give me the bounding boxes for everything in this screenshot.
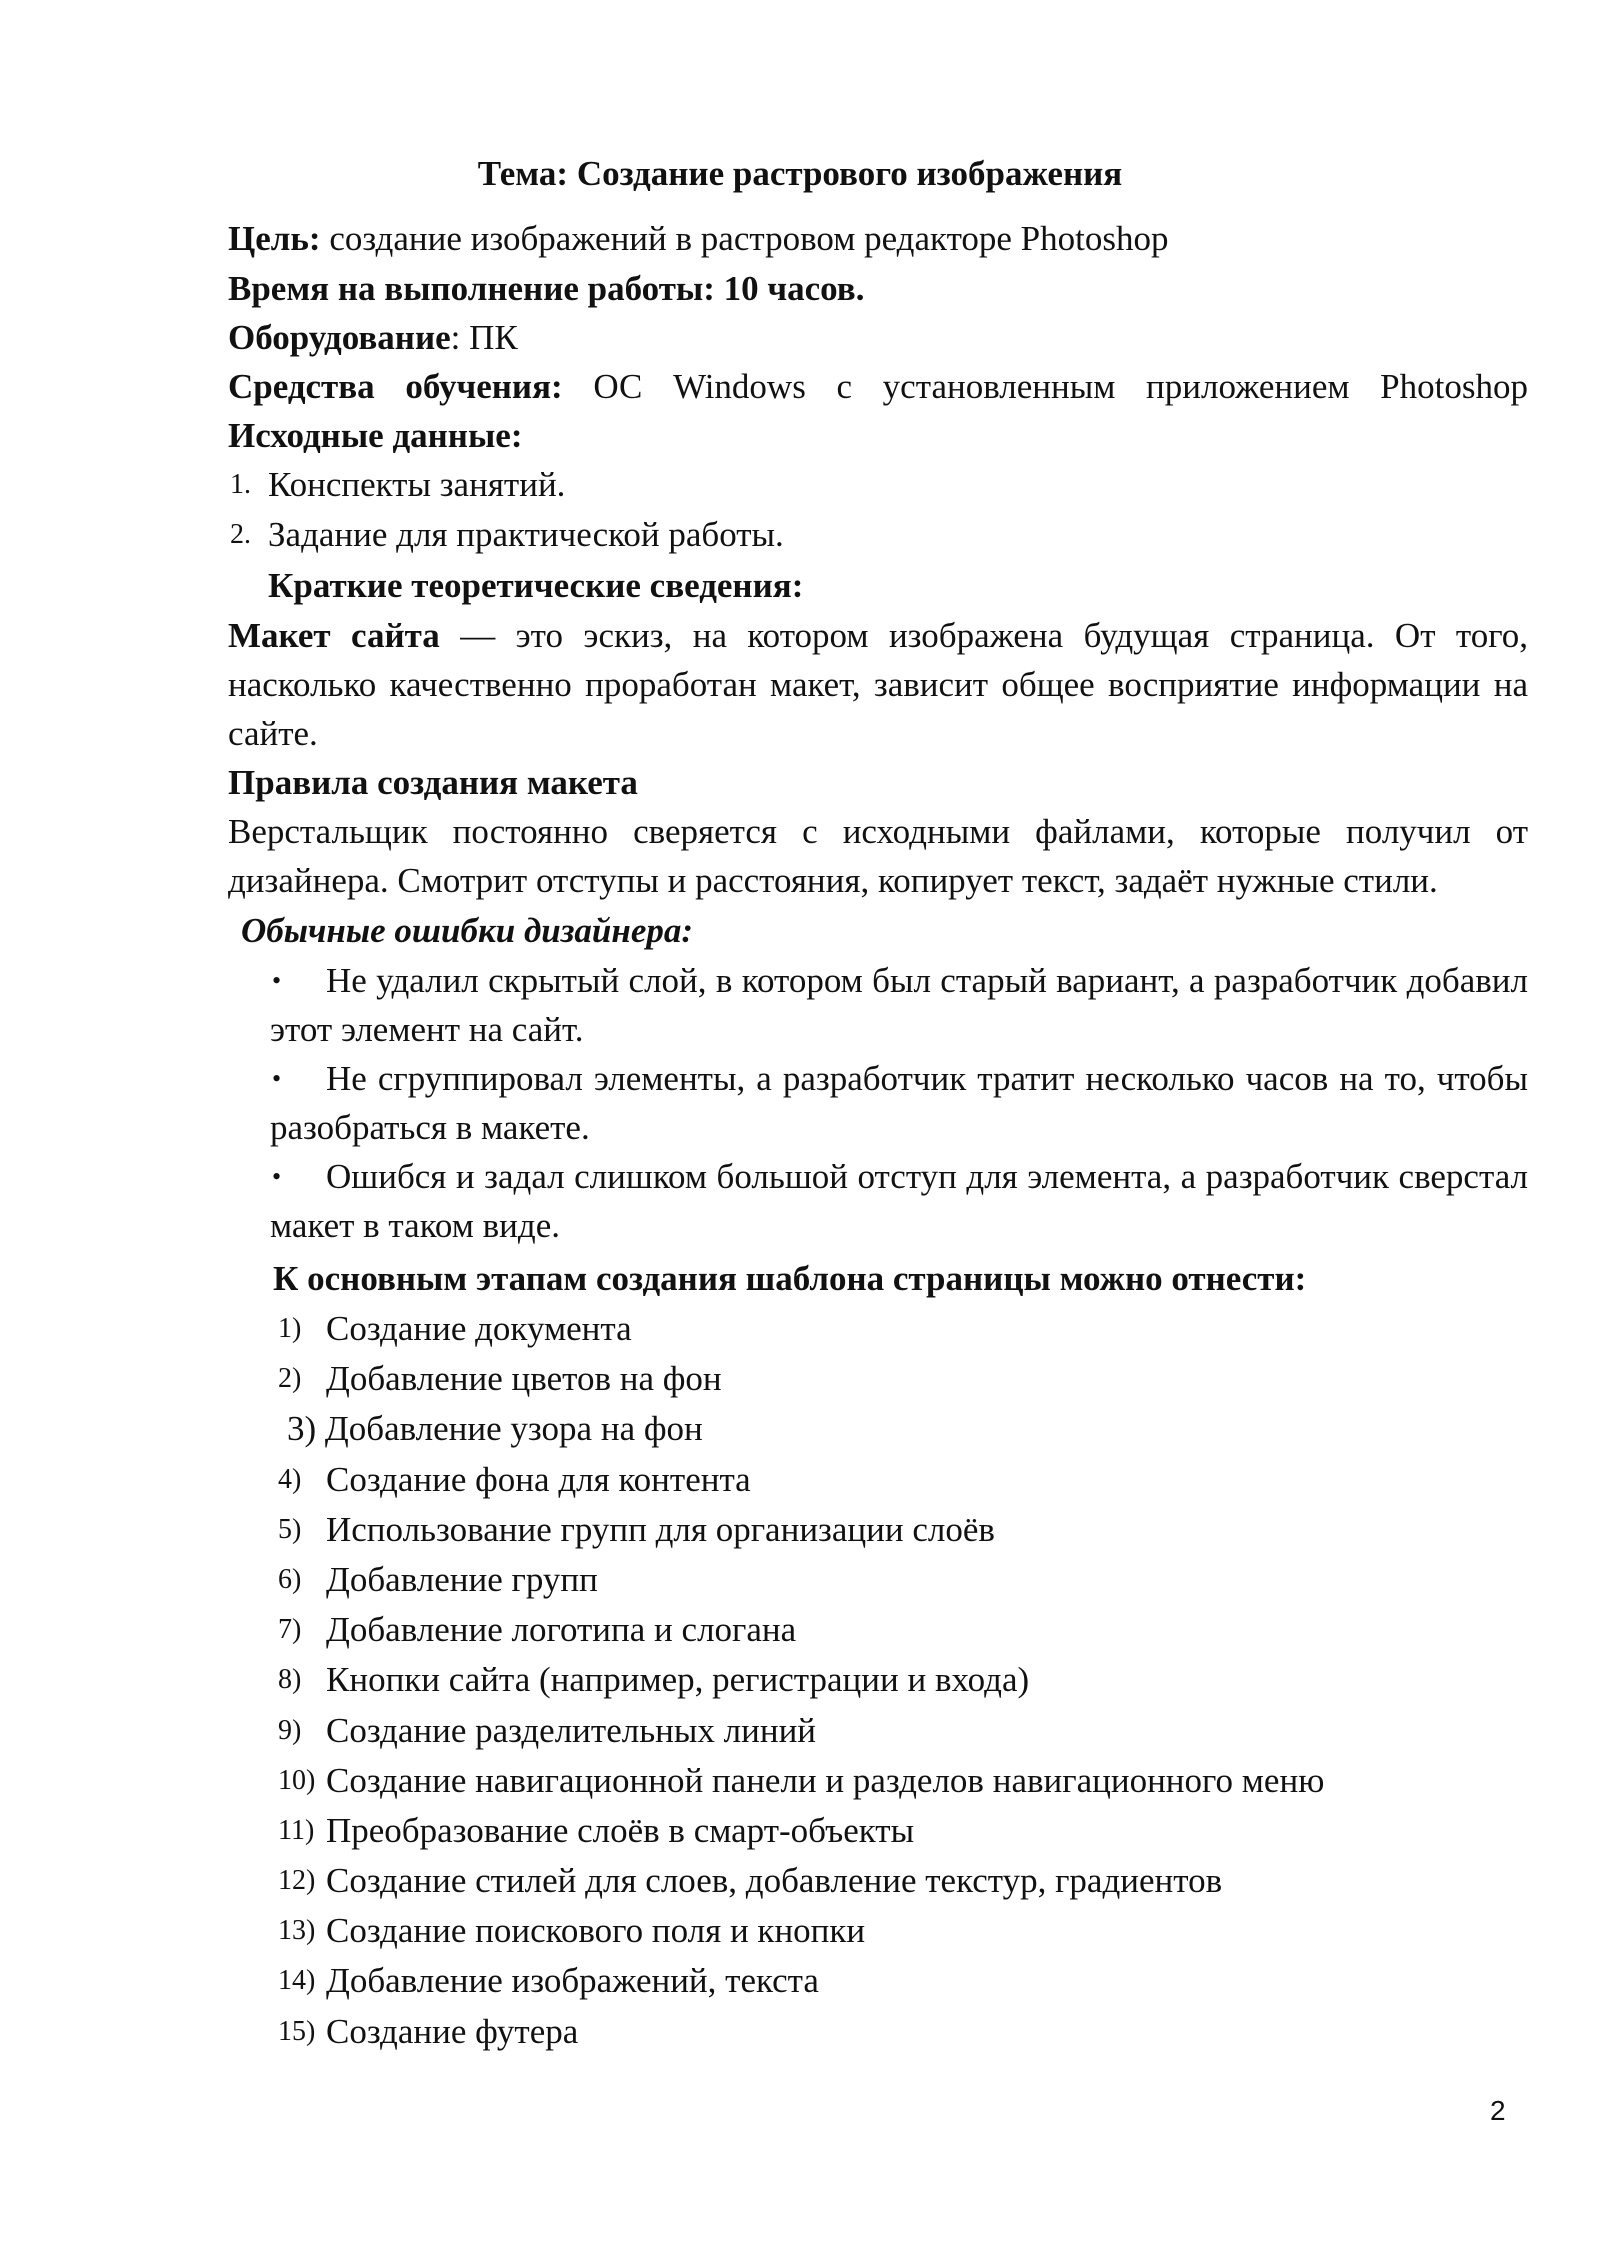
list-item-text: Конспекты занятий.: [268, 465, 566, 504]
list-item-text: Создание навигационной панели и разделов навигационного меню: [326, 1760, 1325, 1800]
list-item-text: Создание фона для контента: [326, 1459, 751, 1499]
list-item-text: Добавление цветов на фон: [326, 1359, 722, 1399]
layout-definition: [228, 611, 1528, 758]
list-item-text: 3) Добавление узора на фон: [287, 1409, 703, 1449]
page-number: 2: [1490, 2095, 1506, 2126]
time-line: Время на выполнение работы: 10 часов.: [228, 269, 865, 308]
list-item-text: Ошибся и задал слишком большой отступ для элемента, а разработчик сверстал макет в таком виде.: [270, 1157, 1528, 1245]
list-item-number: 12): [278, 1865, 316, 1897]
list-item-text: Создание стилей для слоев, добавление текстур, градиентов: [326, 1861, 1223, 1901]
tools-paragraph: [228, 362, 1528, 460]
list-item-text: Задание для практической работы.: [268, 515, 784, 554]
layout-term: Макет сайта: [228, 616, 440, 655]
list-item-text: Добавление изображений, текста: [326, 1961, 819, 2001]
list-item-text: Кнопки сайта (например, регистрации и входа): [326, 1660, 1030, 1700]
list-item-text: Добавление групп: [326, 1559, 598, 1599]
list-item-text: Не удалил скрытый слой, в котором был старый вариант, а разработчик добавил этот элемент на сайт.: [270, 961, 1528, 1049]
layout-definition-text: — это эскиз, на котором изображена будущая страница. От того, насколько качественно проработан макет, зависит общее восприятие информации на сайте.: [228, 616, 1528, 753]
list-item-text: Создание документа: [326, 1309, 632, 1348]
list-item-number: 10): [278, 1764, 316, 1796]
equipment-line: [228, 313, 1528, 362]
list-item-number: 2.: [230, 519, 251, 550]
goal-text: создание изображений в растровом редакторе Photoshop: [320, 219, 1169, 258]
list-item-number: 1.: [230, 469, 251, 500]
goal-line: [228, 214, 1528, 263]
list-item: [270, 956, 1528, 1054]
list-item-text: Создание футера: [326, 2011, 579, 2051]
equipment-label: Оборудование: [228, 318, 451, 357]
steps-heading: К основным этапам создания шаблона страницы можно отнести:: [273, 1259, 1307, 1298]
list-item-number: 11): [278, 1814, 315, 1846]
goal-label: Цель:: [228, 219, 321, 258]
list-item-number: 13): [278, 1915, 316, 1947]
list-item-number: 6): [278, 1563, 302, 1595]
list-item-text: Создание поискового поля и кнопки: [326, 1911, 866, 1951]
list-item-number: 14): [278, 1965, 316, 1997]
list-item-number: 5): [278, 1513, 302, 1545]
tools-label: Средства обучения:: [228, 367, 563, 406]
list-item-number: 15): [278, 2015, 316, 2047]
list-item-text: Создание разделительных линий: [326, 1710, 817, 1750]
list-item-number: 1): [278, 1313, 302, 1344]
list-item-number: 7): [278, 1614, 302, 1646]
list-item-text: Добавление логотипа и слогана: [326, 1610, 797, 1650]
rules-heading: Правила создания макета: [228, 763, 638, 802]
bullet-icon: •: [272, 1162, 282, 1191]
list-item-number: 9): [278, 1714, 302, 1746]
bullet-icon: •: [272, 966, 282, 995]
list-item-number: 4): [278, 1463, 302, 1495]
tools-text: ОС Windows с установленным приложением Photoshop: [562, 367, 1528, 406]
list-item-number: 8): [278, 1664, 302, 1696]
errors-list: [270, 956, 1528, 1250]
bullet-icon: •: [272, 1064, 282, 1093]
errors-heading: Обычные ошибки дизайнера:: [241, 911, 694, 950]
list-item: [270, 1054, 1528, 1152]
list-item-text: Преобразование слоёв в смарт-объекты: [326, 1810, 915, 1850]
list-item: [270, 1152, 1528, 1250]
list-item-text: Не сгруппировал элементы, а разработчик тратит несколько часов на то, чтобы разобраться в макете.: [270, 1059, 1528, 1147]
equipment-text: : ПК: [450, 318, 518, 357]
theory-heading: Краткие теоретические сведения:: [268, 566, 804, 605]
page-title: Тема: Создание растрового изображения: [477, 154, 1123, 193]
rules-text: Верстальщик постоянно сверяется с исходными файлами, которые получил от дизайнера. Смотрит отступы и расстояния, копирует текст, задаёт нужные стили.: [228, 812, 1528, 900]
source-data-label: Исходные данные:: [228, 416, 523, 455]
list-item-number: 2): [278, 1363, 302, 1395]
list-item-text: Использование групп для организации слоёв: [326, 1509, 995, 1549]
